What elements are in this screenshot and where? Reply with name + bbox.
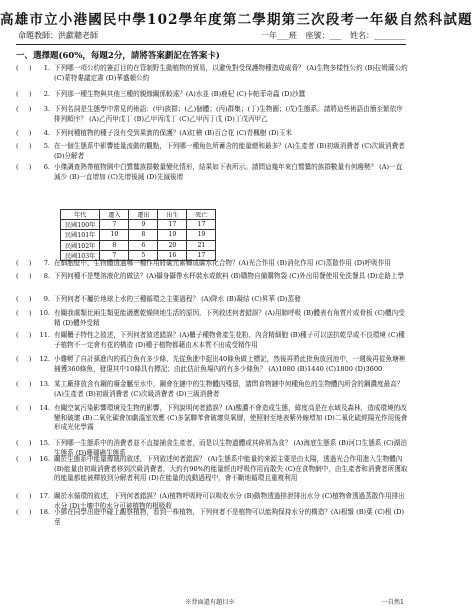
- question-number: 3.: [43, 105, 50, 113]
- table-cell: 17: [187, 220, 216, 230]
- question-number: 2.: [43, 90, 50, 98]
- question-number: 12.: [39, 355, 50, 363]
- question-text: 關於生態系中能量傳遞的敘述，下列敘述何者錯誤？ (A)生態系中能量的來源主要是由太陽，透過光合作用進入生物體內 (B)能量由初級消費者移到次級消費者，大約有90%的能量經由呼吸作用而散失 (C)在食物網中，由生產者和消費者所獲取的能量都能被釋放到分解者利用 (D)在能量的流動過程中，會不斷地循環且重複利用: [54, 455, 408, 483]
- question-text: 有關我處類比兩生類更能適應乾燥陸地生活的原因，下列敘述何者錯誤？(A)用肺呼吸 (B)體表有角質片或骨板 (C)體內受精 (D)體外受精: [54, 309, 405, 327]
- table-header-cell: 遷出: [129, 210, 158, 220]
- question-item: [16, 163, 408, 182]
- table-row: [61, 240, 216, 250]
- table-cell: 17: [187, 250, 216, 260]
- answer-blank: ( ): [16, 309, 32, 317]
- table-cell: 20: [158, 240, 187, 250]
- question-number: 7.: [43, 259, 50, 267]
- question-text: 小雞孵了自計孫進內的孤白魚有多少條，先從魚進中捉出40條魚做上標記，然後再將此批魚放回池中，一週後再從魚塘裡捕獲360條魚，發現其中10條具有標記；由此估計魚場內的有多少條魚？ (A)1080 (B)1440 (C)1800 (D)3600: [54, 355, 406, 373]
- question-item: [16, 105, 408, 124]
- question-number: 4.: [43, 129, 50, 137]
- question-text: 下列何者不屬於地球上水的三種循環之主要過程？ (A)降水 (B)凝結 (C)昇華 (D)蒸發: [54, 295, 301, 303]
- answer-blank: ( ): [16, 508, 32, 516]
- question-number: 16.: [39, 455, 50, 463]
- answer-blank: ( ): [16, 331, 32, 339]
- table-cell: 5: [129, 250, 158, 260]
- header-divider: [16, 44, 406, 45]
- table-cell: 17: [158, 220, 187, 230]
- question-text: 有關空氣污染影響環境及生物的影響，下列說明何者錯誤？(A)酸濃不會造成生態，緯度高是在水域及森林，造成環境的改變和破壞 (B)二氧化碳會加劇溫室效應 (C)多氯聯苯會破壞臭氧層，使照射至地表紫外線增加 (D)二氧化硫經陽光作用後會形成光化學霧: [54, 404, 408, 432]
- seat-field: 座號：___: [305, 31, 342, 40]
- question-item: [16, 380, 408, 399]
- population-table: [60, 209, 216, 261]
- table-cell: 民國102年: [61, 240, 100, 250]
- table-row: [61, 220, 216, 230]
- author-label: 命題教師：洪獻聰老師: [18, 31, 98, 40]
- table-cell: 7: [100, 250, 129, 260]
- answer-blank: ( ): [16, 163, 32, 171]
- answer-blank: ( ): [16, 129, 32, 137]
- question-item: [16, 90, 408, 100]
- question-item: [16, 129, 408, 139]
- table-cell: 民國100年: [61, 220, 100, 230]
- question-text: 在一個生態系中影響能量流動的觀點，下列哪一種角色所蓄含的能量總和最多？(A)生產者 (B)初級消費者 (C)次級消費者 (D)分解者: [54, 142, 405, 160]
- table-header-cell: 年代: [61, 210, 100, 220]
- name-field: 姓名：________: [350, 31, 406, 40]
- question-number: 17.: [39, 492, 50, 500]
- table-header-row: [61, 210, 216, 220]
- table-cell: 9: [129, 220, 158, 230]
- table-header-cell: 遷入: [100, 210, 129, 220]
- table-header-cell: 出生: [158, 210, 187, 220]
- answer-blank: ( ): [16, 259, 32, 267]
- question-item: [16, 142, 408, 161]
- table-cell: 19: [187, 230, 216, 240]
- table-cell: 8: [129, 230, 158, 240]
- answer-blank: ( ): [16, 380, 32, 388]
- question-item: [16, 64, 408, 83]
- answer-blank: ( ): [16, 105, 32, 113]
- question-number: 9.: [43, 295, 50, 303]
- answer-blank: ( ): [16, 492, 32, 500]
- question-text: 下列那一種生物與其他三種的親緣關係較遠？(A)水韭 (B)鹿杞 (C)卡帕菲奇蟲 (D)沙蠶: [54, 90, 306, 98]
- table-cell: 10: [100, 230, 129, 240]
- answer-blank: ( ): [16, 455, 32, 463]
- answer-blank: ( ): [16, 64, 32, 72]
- question-text: 在細胞壁中，生物體透過哪一種作用將碳元素轉成碳水化合物？(A)光合作用 (B)消化作用 (C)蒸散作用 (D)呼吸作用: [54, 259, 391, 267]
- table-cell: 19: [158, 230, 187, 240]
- question-text: 某工廠排放含有鋼的廢金屬至水中，鋼會在鏈中的生物體內殘留，請問食物鏈中何種角色的生物體內所含的鋼濃度最高？(A)生產者 (B)初級消費者 (C)次級消費者 (D)三級消費者: [54, 380, 404, 398]
- question-number: 8.: [43, 272, 50, 280]
- question-text: 下列名詞是生態學中常見的術語：(甲)族群；(乙)個體；(丙)群集；(丁)生物圈；(戊)生態系。請將這些術語由簡至繁依序排列順序？ (A)乙丙甲戊丁 (B)乙甲丙戊丁 (C)乙甲丙丁戊 (D)丁戊丙甲乙: [54, 105, 403, 123]
- answer-blank: ( ): [16, 404, 32, 412]
- answer-blank: ( ): [16, 272, 32, 280]
- answer-blank: ( ): [16, 142, 32, 150]
- table-cell: 8: [100, 240, 129, 250]
- exam-title: 高雄市立小港國民中學102學年度第二學期第三次段考一年級自然科試題: [0, 12, 473, 28]
- exam-meta: [18, 30, 406, 41]
- question-number: 6.: [43, 163, 50, 171]
- student-fields: [255, 30, 406, 41]
- question-number: 14.: [39, 404, 50, 412]
- question-item: [16, 455, 408, 484]
- question-number: 10.: [39, 309, 50, 317]
- question-text: 下列何種不是雙溶液化的做法？(A)攝身攝帶水杯裝水或飲料 (B)購物自備購物袋 (C)外出用餐使用免洗餐具 (D)走路上學: [54, 272, 405, 280]
- question-item: [16, 355, 408, 374]
- question-number: 13.: [39, 380, 50, 388]
- table-header-cell: 死亡: [187, 210, 216, 220]
- answer-blank: ( ): [16, 90, 32, 98]
- question-item: [16, 309, 408, 328]
- answer-blank: ( ): [16, 439, 32, 447]
- question-item: [16, 295, 408, 305]
- question-number: 18.: [39, 508, 50, 516]
- table-cell: 民國103年: [61, 250, 100, 260]
- question-item: [16, 331, 408, 350]
- question-text: 小鄧在同學出遊中碰上觀察植物，看到一株植物，下列何者不是植物可以能夠保持水分的構造？(A)根鬚 (B)葉 (C)根 (D)莖: [54, 508, 405, 526]
- table-row: [61, 250, 216, 260]
- grade-field: 一年___班: [260, 31, 297, 40]
- question-number: 11.: [39, 331, 50, 339]
- table-row: [61, 230, 216, 240]
- question-text: 下列哪一項公約的簽訂目的在管制野生動植物的貿易，以避免對受保護物種造成威脅？ (A)生物多樣性公約 (B)拉姆薩公約 (C)蒙特婁議定書 (D)華盛頓公約: [54, 64, 408, 82]
- table-cell: 16: [158, 250, 187, 260]
- answer-blank: ( ): [16, 355, 32, 363]
- table-cell: 7: [100, 220, 129, 230]
- question-text: 小傑調查熱帶植物園中白鷺鷥族群數量變化情形，結果如下表所示。請問這幾年來白鷺鷥的族群數量有何趨勢？ (A)一直減少 (B)一直增加 (C)先增後減 (D)先減後增: [54, 163, 403, 181]
- question-item: [16, 508, 408, 527]
- question-text: 下列哪一生態系中的消費者並不直接捕食生產者，而是以生物遺體或其碎屑為食？ (A)海底生態系 (B)河口生態系 (C)湖泊生態系 (D)珊瑚礁生態系: [54, 439, 407, 457]
- question-text: 下列何種植物的種子沒有受到果實的保護？(A)紅檜 (B)百合花 (C)青楓樹 (D)玉米: [54, 129, 293, 137]
- question-text: 有關櫃子特性之敘述，下列何者敘述錯誤？(A)櫃子種物會產生花粉、內含精細胞 (B)種子可以送抗乾旱或不良環境 (C)種子植物不一定會有花的構造 (D)種子植物都藉由木本質不出成受精作用: [54, 331, 405, 349]
- question-number: 15.: [39, 439, 50, 447]
- page-number: 一自然1: [381, 599, 404, 606]
- footer-note: ※背面還有題目※: [185, 599, 235, 606]
- section-heading: 一、選擇題(60%，每題2分，請將答案劃記在答案卡): [16, 51, 220, 61]
- question-text: 關於水循環的敘述，下列何者錯誤？(A)植物呼吸時可以吸收水分 (B)動物透過排泄排出水分 (C)植物會透過蒸散作用排出水分 (D)土壤中的水分可被植物的根吸收: [54, 492, 405, 510]
- answer-blank: ( ): [16, 295, 32, 303]
- question-number: 1.: [43, 64, 50, 72]
- table-cell: 21: [187, 240, 216, 250]
- question-number: 5.: [43, 142, 50, 150]
- table-cell: 民國101年: [61, 230, 100, 240]
- table-cell: 6: [129, 240, 158, 250]
- question-item: [16, 404, 408, 433]
- question-item: [16, 272, 408, 282]
